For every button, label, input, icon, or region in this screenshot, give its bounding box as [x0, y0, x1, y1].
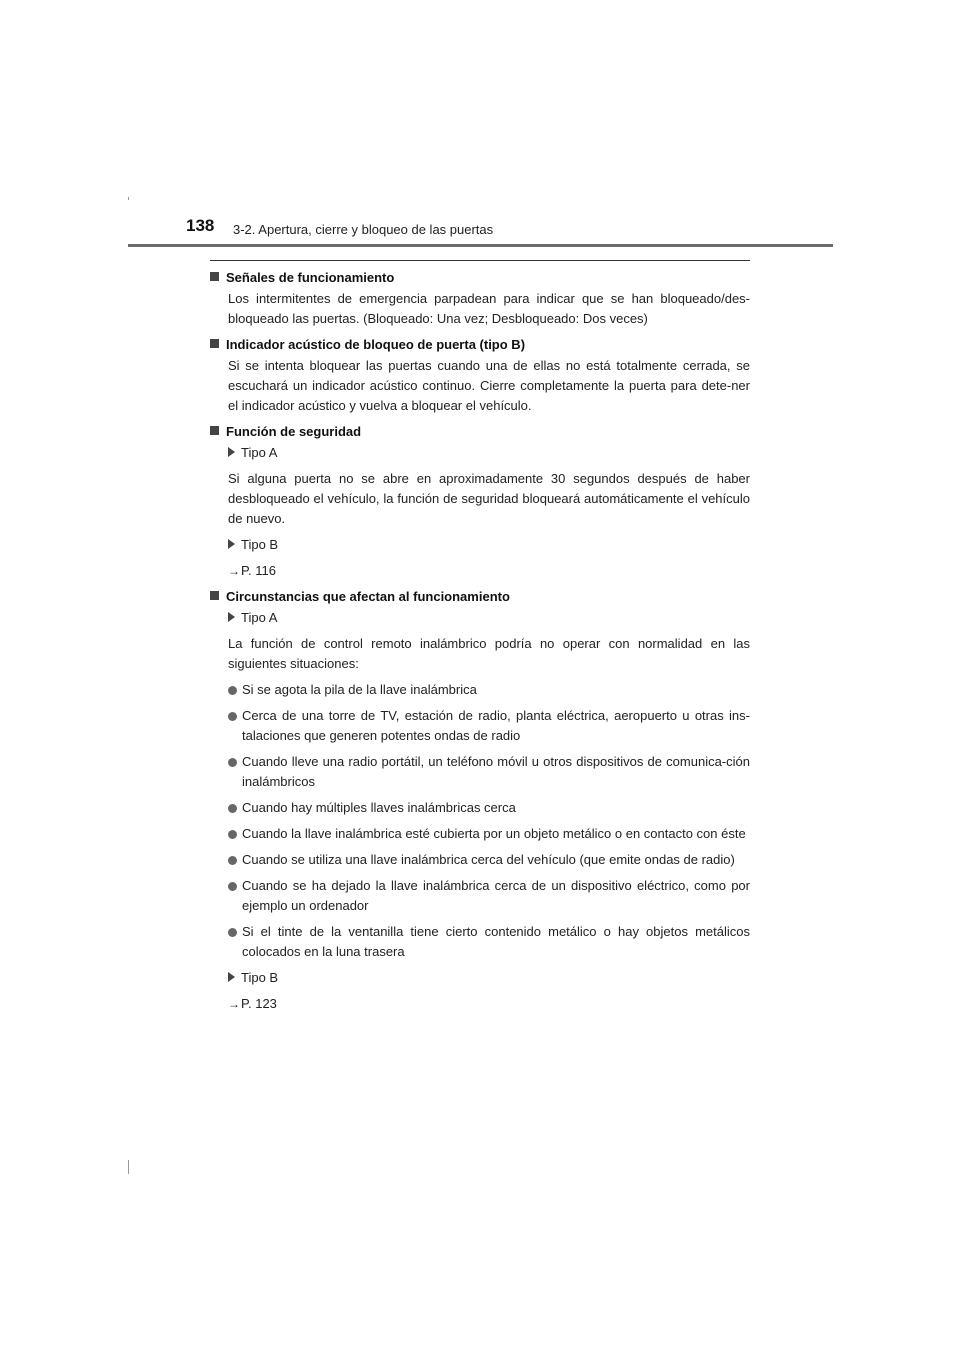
section-title: Circunstancias que afectan al funcionamiento: [226, 589, 510, 604]
square-icon: [210, 339, 219, 348]
reference-text[interactable]: P. 116: [241, 563, 276, 578]
page-reference[interactable]: [228, 994, 750, 1014]
section-title: Indicador acústico de bloqueo de puerta (tipo B): [226, 337, 526, 352]
list-item-text: Cuando hay múltiples llaves inalámbricas cerca: [242, 800, 516, 815]
dot-icon: [228, 882, 237, 891]
type-b-label: [228, 535, 750, 555]
section-title: Señales de funcionamiento: [226, 270, 395, 285]
type-b-label: [228, 968, 750, 988]
section-rule: [210, 260, 750, 261]
header-rule: [128, 244, 833, 247]
dot-icon: [228, 712, 237, 721]
list-item-text: Si se agota la pila de la llave inalámbrica: [242, 682, 477, 697]
section-operation-signals: [210, 268, 750, 329]
square-icon: [210, 591, 219, 600]
section-text: Si se intenta bloquear las puertas cuando una de ellas no está totalmente cerrada, se escuchará un indicador acústico continuo. Cierre completamente la puerta para dete-ner el indicador acústico y vuelva a bloquear el vehículo.: [228, 358, 750, 413]
list-item-text: Cuando se utiliza una llave inalámbrica cerca del vehículo (que emite ondas de radio): [242, 852, 735, 867]
dot-icon: [228, 830, 237, 839]
reference-text[interactable]: P. 123: [241, 996, 277, 1011]
list-item-text: Cuando se ha dejado la llave inalámbrica cerca de un dispositivo eléctrico, como por ejemplo un ordenador: [242, 878, 750, 913]
type-a-text: Si alguna puerta no se abre en aproximadamente 30 segundos después de haber desbloqueado el vehículo, la función de seguridad bloqueará automáticamente el vehículo de nuevo.: [228, 471, 750, 526]
type-label: Tipo A: [241, 610, 278, 625]
type-label: Tipo A: [241, 445, 278, 460]
type-label: Tipo B: [241, 537, 279, 552]
dot-icon: [228, 856, 237, 865]
section-security-function: [210, 422, 750, 581]
dot-icon: [228, 928, 237, 937]
square-icon: [210, 426, 219, 435]
dot-icon: [228, 804, 237, 813]
arrow-right-icon: →: [228, 997, 240, 1011]
type-a-label: [228, 608, 750, 628]
section-title: Función de seguridad: [226, 424, 362, 439]
list-item: [228, 922, 750, 962]
list-item: [228, 752, 750, 792]
section-door-lock-buzzer: [210, 335, 750, 416]
triangle-icon: [228, 539, 235, 549]
square-icon: [210, 272, 219, 281]
list-item-text: Si el tinte de la ventanilla tiene cierto contenido metálico o hay objetos metálicos colocados en la luna trasera: [242, 924, 750, 959]
list-item: [228, 824, 750, 844]
section-heading: [210, 422, 750, 442]
list-item: [228, 876, 750, 916]
list-item-text: Cuando lleve una radio portátil, un teléfono móvil u otros dispositivos de comunica-ción inalámbricos: [242, 754, 750, 789]
list-item: [228, 680, 750, 700]
header-title: 3-2. Apertura, cierre y bloqueo de las puertas: [233, 222, 494, 237]
list-item: [228, 850, 750, 870]
dot-icon: [228, 686, 237, 695]
section-heading: [210, 587, 750, 607]
section-heading: [210, 335, 750, 355]
page-content: [210, 268, 750, 1020]
triangle-icon: [228, 972, 235, 982]
section-affecting-circumstances: [210, 587, 750, 1014]
list-item-text: Cuando la llave inalámbrica esté cubierta por un objeto metálico o en contacto con éste: [242, 826, 746, 841]
type-label: Tipo B: [241, 970, 279, 985]
arrow-right-icon: →: [228, 564, 240, 578]
crop-mark-left: [128, 1160, 129, 1174]
dot-icon: [228, 758, 237, 767]
page-number: 138: [186, 216, 215, 235]
section-heading: [210, 268, 750, 288]
page-reference[interactable]: [228, 561, 750, 581]
triangle-icon: [228, 447, 235, 457]
section-text: Los intermitentes de emergencia parpadean para indicar que se han bloqueado/des-bloqueado las puertas. (Bloqueado: Una vez; Desbloqueado: Dos veces): [228, 291, 750, 326]
list-item: [228, 798, 750, 818]
type-a-label: [228, 443, 750, 463]
list-item-text: Cerca de una torre de TV, estación de radio, planta eléctrica, aeropuerto u otras ins-talaciones que generen potentes ondas de radio: [242, 708, 750, 743]
type-a-text: La función de control remoto inalámbrico podría no operar con normalidad en las siguientes situaciones:: [228, 636, 750, 671]
crop-mark-top: [128, 197, 129, 200]
triangle-icon: [228, 612, 235, 622]
list-item: [228, 706, 750, 746]
